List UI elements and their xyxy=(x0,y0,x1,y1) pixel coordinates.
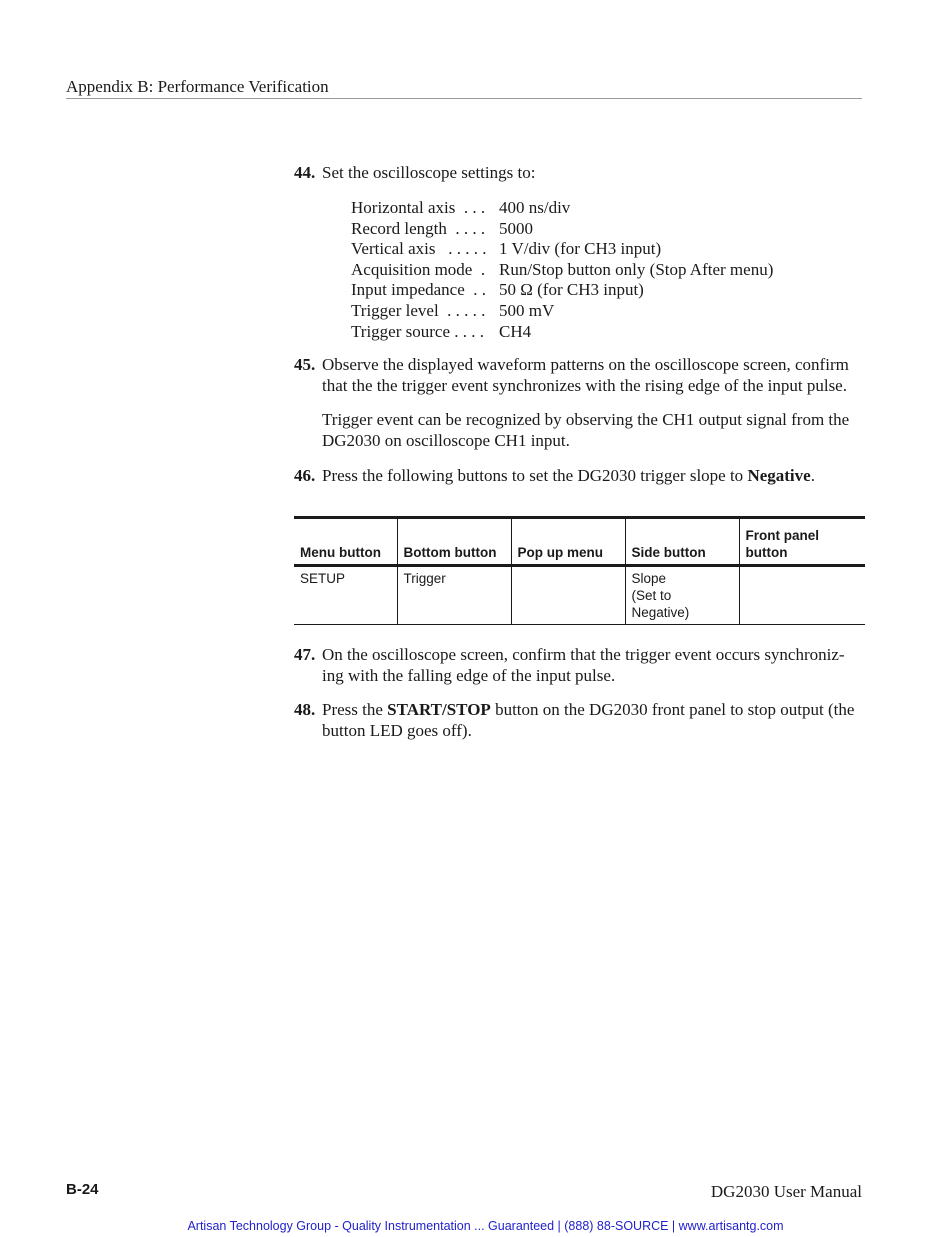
step-45-note: Trigger event can be recognized by observing the CH1 output signal from the DG2030 on oscilloscope CH1 input. xyxy=(322,410,850,450)
setting-label: Record length . . . . xyxy=(351,218,486,238)
table-cell xyxy=(739,566,865,625)
settings-row xyxy=(351,301,773,322)
step-48 xyxy=(294,700,864,741)
step-45 xyxy=(294,355,864,396)
table-cell xyxy=(511,566,625,625)
table-cell: SETUP xyxy=(294,566,397,625)
setting-value: 400 ns/div xyxy=(499,198,571,217)
step-text-bold: Negative xyxy=(747,466,811,485)
setting-value: 500 mV xyxy=(499,300,555,320)
setting-value: 1 V/div (for CH3 input) xyxy=(499,239,662,259)
step-text: Observe the displayed waveform patterns on the oscilloscope screen, confirm that the the trigger event synchronizes with the rising edge of the input pulse. xyxy=(322,355,849,395)
setting-value: Run/Stop button only (Stop After menu) xyxy=(499,259,774,279)
setting-value: CH4 xyxy=(499,321,532,341)
settings-row xyxy=(351,198,773,219)
step-47 xyxy=(294,645,864,686)
column-header: Front panel button xyxy=(739,518,865,566)
step-46 xyxy=(294,466,864,487)
column-header: Bottom button xyxy=(397,518,511,566)
step-text xyxy=(322,466,864,487)
step-text: On the oscilloscope screen, confirm that the trigger event occurs synchroniz-ing with the falling edge of the input pulse. xyxy=(322,645,845,685)
settings-row xyxy=(351,239,773,260)
setting-label: Horizontal axis . . . xyxy=(351,198,486,217)
step-text-part: . xyxy=(810,466,815,485)
setting-label: Input impedance . . xyxy=(351,280,487,300)
column-header: Pop up menu xyxy=(511,518,625,566)
manual-title: DG2030 User Manual xyxy=(710,1182,862,1201)
settings-row xyxy=(351,260,773,281)
step-text: Set the oscilloscope settings to: xyxy=(322,163,536,182)
setting-label: Trigger source . . . . xyxy=(351,321,484,341)
step-number: 48. xyxy=(294,700,316,719)
step-number: 46. xyxy=(294,466,316,485)
footer-link[interactable]: Artisan Technology Group - Quality Instrumentation ... Guaranteed | (888) 88-SOURCE | www.artisantg.com xyxy=(187,1219,784,1233)
step-44 xyxy=(294,163,864,184)
column-header: Side button xyxy=(625,518,739,566)
table-cell xyxy=(625,566,739,625)
cell-line: (Set to Negative) xyxy=(631,588,690,620)
step-text xyxy=(322,700,864,741)
setting-value: 5000 xyxy=(499,218,533,238)
setting-value: 50 Ω (for CH3 input) xyxy=(499,280,644,300)
table-cell: Trigger xyxy=(397,566,511,625)
step-text-bold: START/STOP xyxy=(387,700,491,719)
setting-label: Vertical axis . . . . . xyxy=(351,239,487,259)
table-row xyxy=(294,566,865,625)
step-number: 45. xyxy=(294,355,316,374)
settings-row xyxy=(351,322,773,343)
step-number: 47. xyxy=(294,645,316,664)
step-number: 44. xyxy=(294,163,316,182)
column-header: Menu button xyxy=(294,518,397,566)
step-text-part: Press the xyxy=(322,700,388,719)
table-header-row xyxy=(294,518,865,566)
button-table xyxy=(294,516,865,625)
settings-row xyxy=(351,219,773,240)
step-text-part: Press the following buttons to set the DG2030 trigger slope to xyxy=(322,466,748,485)
header-rule xyxy=(66,98,862,99)
settings-row xyxy=(351,280,773,301)
setting-label: Trigger level . . . . . xyxy=(351,300,486,320)
setting-label: Acquisition mode . xyxy=(351,259,486,279)
running-header: Appendix B: Performance Verification xyxy=(66,77,329,96)
step-text-part: button on the DG2030 front panel to stop output (the button LED goes off). xyxy=(322,700,855,740)
settings-list xyxy=(351,198,773,342)
cell-line: Slope xyxy=(631,571,667,586)
page-number: B-24 xyxy=(66,1181,99,1198)
